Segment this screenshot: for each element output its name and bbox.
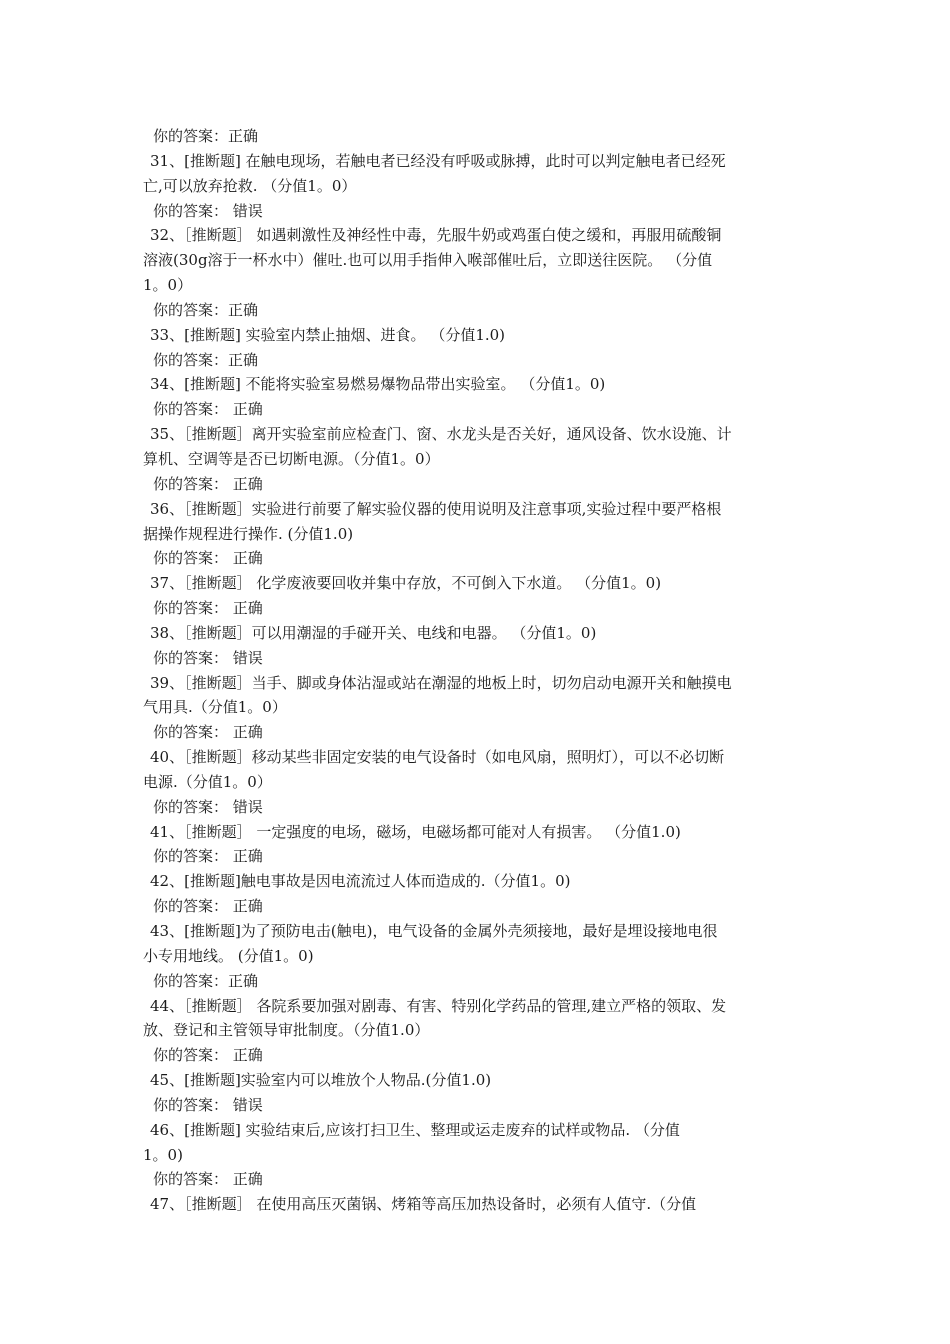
answer-line: 你的答案： 正确 — [153, 1046, 263, 1065]
question-continuation-line: 算机、空调等是否已切断电源。（分值1。0） — [143, 449, 440, 468]
question-line: 40、［推断题］移动某些非固定安装的电气设备时（如电风扇，照明灯），可以不必切断 — [150, 748, 725, 767]
question-continuation-line: 溶液(30g溶于一杯水中）催吐.也可以用手指伸入喉部催吐后，立即送往医院。 （分值 — [143, 251, 713, 270]
question-continuation-line: 气用具.（分值1。0） — [143, 698, 287, 717]
answer-line: 你的答案： 错误 — [153, 797, 263, 816]
question-line: 43、[推断题]为了预防电击(触电)，电气设备的金属外壳须接地，最好是埋设接地电很 — [150, 922, 718, 940]
question-line: 39、［推断题］当手、脚或身体沾湿或站在潮湿的地板上时，切勿启动电源开关和触摸电 — [150, 673, 732, 692]
question-line: 44、［推断题］ 各院系要加强对剧毒、有害、特别化学药品的管理,建立严格的领取、发 — [150, 996, 727, 1015]
answer-line: 你的答案： 正确 — [153, 549, 263, 568]
question-line: 33、[推断题] 实验室内禁止抽烟、进食。 （分值1.0) — [150, 325, 506, 344]
question-continuation-line: 1。0） — [143, 276, 193, 295]
answer-line: 你的答案： 正确 — [153, 897, 263, 916]
answer-line: 你的答案： 错误 — [153, 201, 263, 220]
answer-line: 你的答案： 错误 — [153, 1095, 263, 1114]
answer-line: 你的答案： 正确 — [153, 400, 263, 419]
question-line: 31、[推断题] 在触电现场，若触电者已经没有呼吸或脉搏，此时可以判定触电者已经死 — [150, 151, 726, 170]
question-continuation-line: 1。0) — [143, 1145, 183, 1164]
question-line: 42、[推断题]触电事故是因电流流过人体而造成的.（分值1。0) — [150, 872, 571, 891]
answer-line: 你的答案： 正确 — [153, 474, 263, 493]
question-continuation-line: 小专用地线。 (分值1。0) — [143, 946, 314, 965]
document-body — [143, 124, 811, 1217]
answer-line: 你的答案：正确 — [153, 300, 259, 319]
answer-line: 你的答案： 正确 — [153, 599, 263, 618]
answer-line: 你的答案： 正确 — [153, 847, 263, 866]
question-line: 35、［推断题］离开实验室前应检查门、窗、水龙头是否关好，通风设备、饮水设施、计 — [150, 425, 732, 444]
question-line: 34、[推断题] 不能将实验室易燃易爆物品带出实验室。 （分值1。0) — [150, 375, 606, 394]
answer-line: 你的答案：正确 — [153, 971, 259, 990]
question-continuation-line: 放、登记和主管领导审批制度。（分值1.0） — [143, 1021, 430, 1040]
question-line: 45、[推断题]实验室内可以堆放个人物品.(分值1.0) — [150, 1071, 492, 1090]
answer-line: 你的答案： 正确 — [153, 723, 263, 742]
question-line: 36、［推断题］实验进行前要了解实验仪器的使用说明及注意事项,实验过程中要严格根 — [150, 499, 722, 518]
question-line: 46、[推断题] 实验结束后,应该打扫卫生、整理或运走废弃的试样或物品. （分值 — [150, 1120, 680, 1139]
question-line: 47、［推断题］ 在使用高压灭菌锅、烤箱等高压加热设备时，必须有人值守.（分值 — [150, 1195, 697, 1214]
answer-line: 你的答案： 错误 — [153, 648, 263, 667]
answer-line: 你的答案：正确 — [153, 127, 259, 145]
question-continuation-line: 据操作规程进行操作. (分值1.0) — [143, 524, 354, 543]
question-continuation-line: 电源.（分值1。0） — [143, 772, 272, 791]
question-line: 32、［推断题］ 如遇刺激性及神经性中毒，先服牛奶或鸡蛋白使之缓和，再服用硫酸铜 — [150, 226, 722, 245]
question-line: 37、［推断题］ 化学废液要回收并集中存放，不可倒入下水道。 （分值1。0) — [150, 574, 662, 593]
answer-line: 你的答案：正确 — [153, 350, 259, 369]
question-line: 41、［推断题］ 一定强度的电场，磁场，电磁场都可能对人有损害。 （分值1.0) — [150, 822, 681, 841]
question-line: 38、［推断题］可以用潮湿的手碰开关、电线和电器。 （分值1。0) — [150, 623, 597, 642]
question-continuation-line: 亡,可以放弃抢救. （分值1。0） — [143, 176, 357, 195]
answer-line: 你的答案： 正确 — [153, 1170, 263, 1189]
